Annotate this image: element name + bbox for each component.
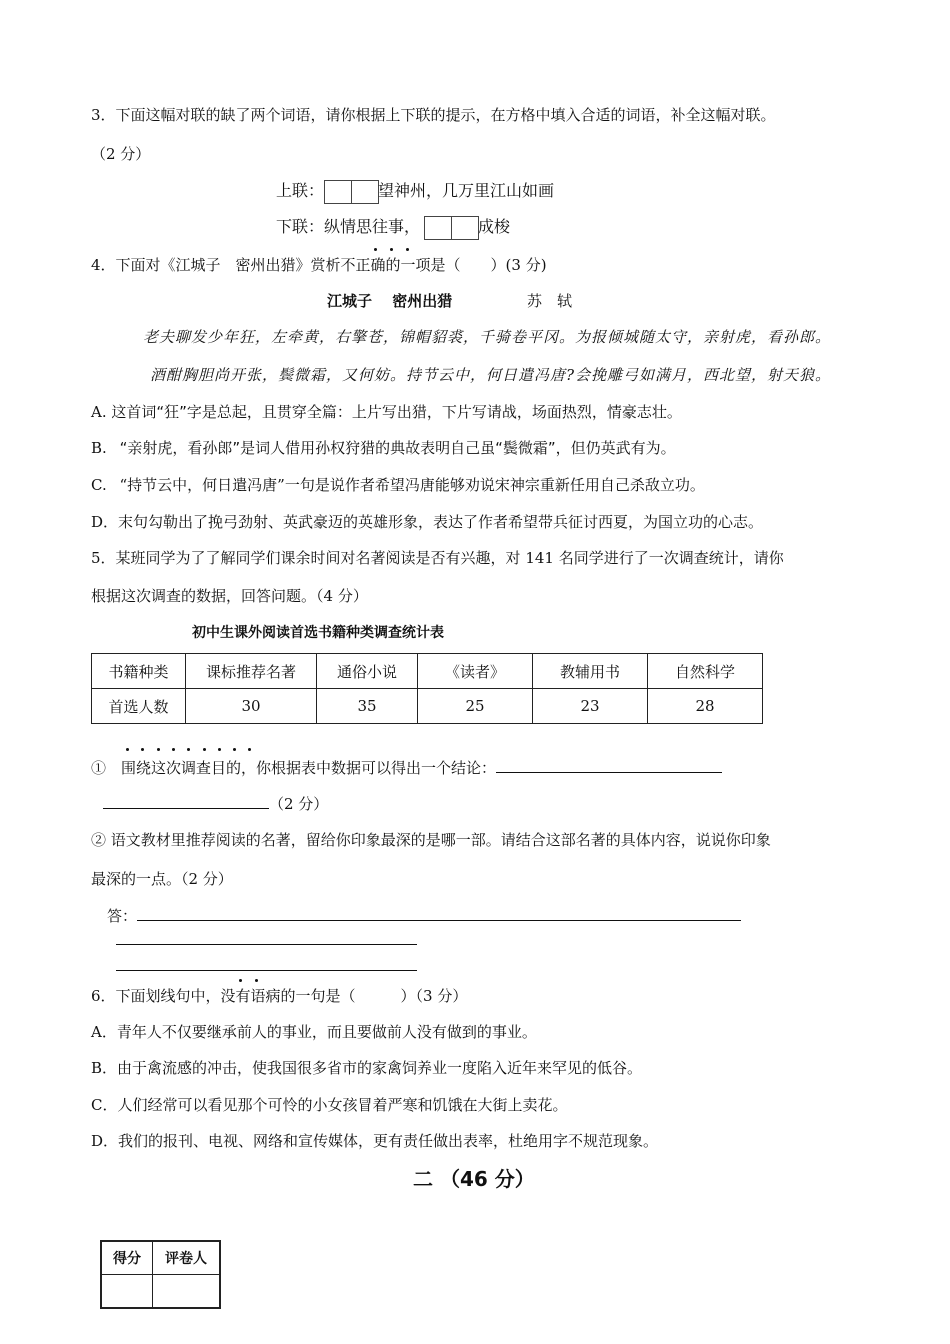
- emphasis-dot: [374, 248, 377, 251]
- score-cell[interactable]: [101, 1275, 153, 1309]
- couplet-lower: [276, 214, 510, 240]
- table-row: [92, 689, 763, 724]
- poem-line-2: 酒酣胸胆尚开张，鬓微霜，又何妨。持节云中，何日遣冯唐?会挽雕弓如满月，西北望，射天狼。: [150, 366, 832, 384]
- q3-line1: 3．下面这幅对联的缺了两个词语，请你根据上下联的提示，在方格中填入合适的词语，补全这幅对联。: [91, 106, 776, 124]
- emphasis-dot: [248, 748, 251, 751]
- blank-box[interactable]: [451, 216, 479, 240]
- option-text: “亲射虎，看孙郎”是词人借用孙权狩猎的典故表明自己虽“鬓微霜”，但仍英武有为。: [119, 439, 676, 457]
- answer-line[interactable]: [116, 970, 417, 971]
- answer-label: 答：: [107, 907, 138, 925]
- emphasis-dot: [187, 748, 190, 751]
- table-cell: 自然科学: [648, 654, 763, 689]
- blank-box[interactable]: [351, 180, 379, 204]
- blank-box[interactable]: [424, 216, 452, 240]
- answer-line[interactable]: [137, 906, 741, 921]
- q5-sub2-line1: ② 语文教材里推荐阅读的名著，留给你印象最深的是哪一部。请结合这部名著的具体内容，说说你印象: [91, 831, 771, 849]
- q5-sub1-line2: [103, 793, 328, 814]
- emphasis-dot: [233, 748, 236, 751]
- table-cell: 23: [533, 689, 648, 724]
- option-letter: C.: [91, 476, 107, 494]
- emphasis-dot: [126, 748, 129, 751]
- emphasis-dot: [172, 748, 175, 751]
- table-cell: 通俗小说: [317, 654, 418, 689]
- table-cell: 教辅用书: [533, 654, 648, 689]
- couplet-upper-text: 望神州，几万里江山如画: [378, 181, 555, 200]
- q6-option-b: B．由于禽流感的冲击，使我国很多省市的家禽饲养业一度陷入近年来罕见的低谷。: [91, 1059, 643, 1077]
- q6-question: 6．下面划线句中，没有语病的一句是（ ）（3 分）: [91, 987, 468, 1005]
- q5-line1: 5．某班同学为了了解同学们课余时间对名著阅读是否有兴趣，对 141 名同学进行了一次调查统计，请你: [91, 549, 784, 567]
- table-title: 初中生课外阅读首选书籍种类调查统计表: [192, 625, 444, 641]
- emphasis-dot: [157, 748, 160, 751]
- couplet-upper-label: 上联：: [276, 181, 325, 200]
- table-cell: 30: [186, 689, 317, 724]
- q6-option-c: C．人们经常可以看见那个可怜的小女孩冒着严寒和饥饿在大街上卖花。: [91, 1096, 568, 1114]
- q6-option-a: A．青年人不仅要继承前人的事业，而且要做前人没有做到的事业。: [91, 1023, 537, 1041]
- q4-option-c: [91, 474, 705, 495]
- emphasis-dot: [203, 748, 206, 751]
- answer-line[interactable]: [496, 758, 722, 773]
- section-title: 二 （46 分）: [413, 1167, 535, 1191]
- q4-option-d: D．末句勾勒出了挽弓劲射、英武豪迈的英雄形象，表达了作者希望带兵征讨西夏，为国立功的心志。: [91, 513, 764, 531]
- poem-author: 苏 轼: [527, 292, 573, 310]
- answer-row: [107, 905, 741, 926]
- emphasis-dot: [390, 248, 393, 251]
- poem-line-1: 老夫聊发少年狂，左牵黄，右擎苍，锦帽貂裘，千骑卷平冈。为报倾城随太守，亲射虎，看孙郎。: [143, 328, 832, 346]
- score-box: [100, 1240, 221, 1309]
- emphasis-dot: [239, 979, 242, 982]
- table-cell: 25: [418, 689, 533, 724]
- emphasis-dot: [141, 748, 144, 751]
- survey-table: [91, 653, 763, 724]
- table-header-row: [92, 654, 763, 689]
- q3-score: （2 分）: [91, 145, 151, 163]
- q5-sub1-score: （2 分）: [269, 795, 329, 813]
- blank-box[interactable]: [324, 180, 352, 204]
- option-text-cont: 冯唐能够劝说宋神宗重新任用自己杀敌立功。: [404, 476, 705, 494]
- emphasis-dot: [255, 979, 258, 982]
- emphasis-dot: [406, 248, 409, 251]
- emphasis-dot: [218, 748, 221, 751]
- q4-option-b: [91, 437, 676, 458]
- table-cell: 《读者》: [418, 654, 533, 689]
- q4-option-a: [91, 401, 682, 422]
- table-cell: 28: [648, 689, 763, 724]
- q5-sub1: [91, 757, 722, 778]
- table-cell: 35: [317, 689, 418, 724]
- couplet-upper: [276, 178, 554, 204]
- couplet-lower-label: 下联：纵情思往事，: [276, 217, 421, 236]
- answer-line[interactable]: [116, 944, 417, 945]
- q5-line2: 根据这次调查的数据，回答问题。（4 分）: [91, 587, 368, 605]
- option-letter: A.: [91, 403, 107, 421]
- grader-cell[interactable]: [153, 1275, 221, 1309]
- grader-header: 评卷人: [153, 1241, 221, 1275]
- option-letter: B.: [91, 439, 107, 457]
- q5-sub2-line2: 最深的一点。（2 分）: [91, 870, 233, 888]
- option-text: “持节云中，何日遣冯唐”一句是说作者希望: [119, 476, 405, 494]
- score-header: 得分: [101, 1241, 153, 1275]
- q4-question: 4．下面对《江城子 密州出猎》赏析不正确的一项是（ ）(3 分): [91, 256, 547, 274]
- table-cell: 课标推荐名著: [186, 654, 317, 689]
- poem-title: 江城子 密州出猎: [327, 292, 453, 310]
- answer-line[interactable]: [103, 794, 269, 809]
- q5-sub1-text: ① 围绕这次调查目的，你根据表中数据可以得出一个结论：: [91, 759, 497, 777]
- option-text: 这首词“狂”字是总起，且贯穿全篇：上片写出猎，下片写请战，场面热烈，情豪志壮。: [111, 403, 682, 421]
- table-cell: 首选人数: [92, 689, 186, 724]
- q6-option-d: D．我们的报刊、电视、网络和宣传媒体，更有责任做出表率，杜绝用字不规范现象。: [91, 1132, 659, 1150]
- couplet-lower-text: 成梭: [478, 217, 511, 236]
- table-cell: 书籍种类: [92, 654, 186, 689]
